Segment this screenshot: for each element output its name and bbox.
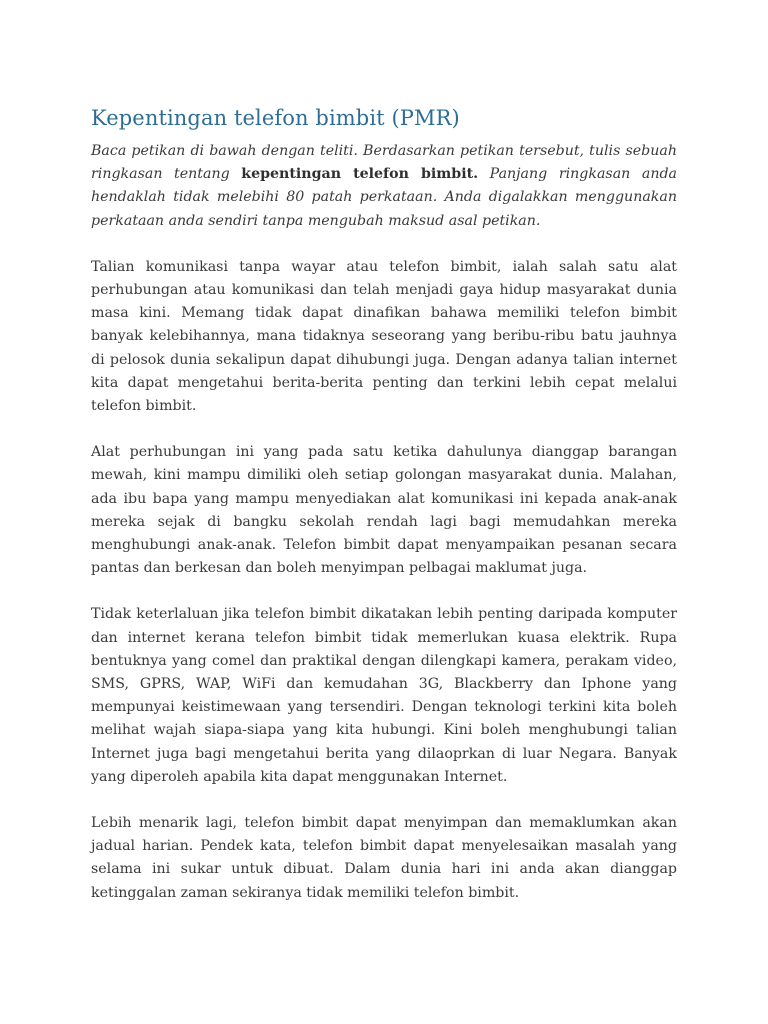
body-paragraph-4: Lebih menarik lagi, telefon bimbit dapat menyimpan dan memaklumkan akan jadual harian. Pendek kata, telefon bimbit dapat menyelesaikan masalah yang selama ini sukar untuk dibuat. Dalam dunia hari ini anda akan dianggap ketinggalan zaman sekiranya tidak memiliki telefon bimbit. [91, 815, 677, 901]
body-paragraph-1: Talian komunikasi tanpa wayar atau telefon bimbit, ialah salah satu alat perhubungan atau komunikasi dan telah menjadi gaya hidup masyarakat dunia masa kini. Memang tidak dapat dinafikan bahawa memiliki telefon bimbit banyak kelebihannya, mana tidaknya seseorang yang beribu-ribu batu jauhnya di pelosok dunia sekalipun dapat dihubungi juga. Dengan adanya talian internet kita dapat mengetahui berita-berita penting dan terkini lebih cepat melalui telefon bimbit. [91, 258, 677, 415]
body-paragraph-3: Tidak keterlaluan jika telefon bimbit dikatakan lebih penting daripada komputer dan internet kerana telefon bimbit tidak memerlukan kuasa elektrik. Rupa bentuknya yang comel dan praktikal dengan dilengkapi kamera, perakam video, SMS, GPRS, WAP, WiFi dan kemudahan 3G, Blackberry dan Iphone yang mempunyai keistimewaan yang tersendiri. Dengan teknologi terkini kita boleh melihat wajah siapa-siapa yang kita hubungi. Kini boleh menghubungi talian Internet juga bagi mengetahui berita yang dilaoprkan di luar Negara. Banyak yang diperoleh apabila kita dapat menggunakan Internet. [91, 606, 677, 785]
document-body [91, 140, 677, 928]
page-title: Kepentingan telefon bimbit (PMR) [91, 106, 460, 131]
body-paragraph-2: Alat perhubungan ini yang pada satu ketika dahulunya dianggap barangan mewah, kini mampu dimiliki oleh setiap golongan masyarakat dunia. Malahan, ada ibu bapa yang mampu menyediakan alat komunikasi ini kepada anak-anak mereka sejak di bangku sekolah rendah lagi bagi memudahkan mereka menghubungi anak-anak. Telefon bimbit dapat menyampaikan pesanan secara pantas dan berkesan dan boleh menyimpan pelbagai maklumat juga. [91, 444, 677, 577]
instruction-paragraph [91, 140, 677, 233]
instruction-text-after: Panjang ringkasan anda hendaklah tidak melebihi 80 patah perkataan. Anda digalakkan menggunakan perkataan anda sendiri tanpa mengubah maksud asal petikan. [91, 166, 678, 229]
instruction-text-bold: kepentingan telefon bimbit. [241, 166, 479, 183]
instruction-text-before: Baca petikan di bawah dengan teliti. Berdasarkan petikan tersebut, tulis sebuah ringkasan tentang [91, 143, 677, 183]
